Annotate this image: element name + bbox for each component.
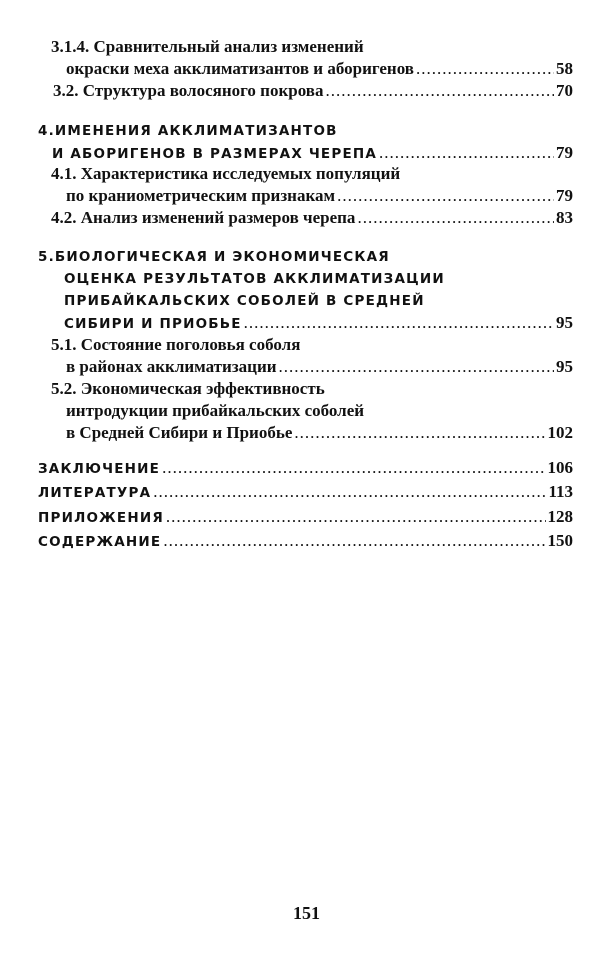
- toc-entry-title-line: 4.2. Анализ изменений размеров черепа: [51, 208, 356, 227]
- dot-leader: [379, 142, 554, 164]
- toc-entry-title-line: 4.1. Характеристика исследуемых популяций: [51, 164, 401, 183]
- toc-page-number: 79: [556, 186, 573, 205]
- toc-entry-title-line: 5.1. Состояние поголовья соболя: [51, 335, 301, 354]
- toc-chapter-title-line: ПРИБАЙКАЛЬСКИХ СОБОЛЕЙ В СРЕДНЕЙ: [64, 293, 425, 309]
- toc-chapter-title-line: И АБОРИГЕНОВ В РАЗМЕРАХ ЧЕРЕПА: [52, 146, 378, 162]
- toc-entry-4-1: [51, 163, 573, 207]
- toc-chapter-title-line: 5.БИОЛОГИЧЕСКАЯ И ЭКОНОМИЧЕСКАЯ: [38, 249, 390, 265]
- toc-chapter-5: [38, 246, 573, 334]
- toc-section-label: СОДЕРЖАНИЕ: [38, 534, 162, 550]
- toc-chapter-title-line: 4.ИМЕНЕНИЯ АККЛИМАТИЗАНТОВ: [38, 123, 338, 139]
- toc-section-label: ПРИЛОЖЕНИЯ: [38, 510, 164, 526]
- toc-entry-title-line: по краниометрическим признакам: [66, 186, 336, 205]
- toc-entry-3-2: [53, 80, 573, 102]
- dot-leader: [294, 422, 545, 444]
- dot-leader: [162, 457, 545, 479]
- dot-leader: [153, 481, 546, 503]
- toc-entry-5-2: [51, 378, 573, 444]
- toc-conclusion: [38, 457, 573, 479]
- toc-chapter-title-line: ОЦЕНКА РЕЗУЛЬТАТОВ АККЛИМАТИЗАЦИИ: [64, 271, 445, 287]
- toc-entry-title-line: интродукции прибайкальских соболей: [66, 401, 365, 420]
- toc-appendices: [38, 506, 573, 528]
- toc-page-number: 150: [547, 531, 573, 550]
- toc-section-label: ЛИТЕРАТУРА: [38, 485, 152, 501]
- toc-entry-title-line: окраски меха акклиматизантов и аборигенов: [66, 59, 414, 78]
- toc-page-number: 128: [547, 507, 573, 526]
- dot-leader: [325, 80, 554, 102]
- page-number: 151: [293, 903, 320, 923]
- toc-page-number: 95: [556, 357, 573, 376]
- dot-leader: [244, 312, 554, 334]
- toc-entry-title-line: 3.1.4. Сравнительный анализ изменений: [51, 37, 364, 56]
- toc-entry-4-2: [51, 207, 573, 229]
- toc-page-number: 79: [556, 143, 573, 162]
- toc-entry-title-line: 3.2. Структура волосяного покрова: [53, 81, 324, 100]
- dot-leader: [357, 207, 554, 229]
- toc-page-number: 102: [547, 423, 573, 442]
- dot-leader: [279, 356, 554, 378]
- toc-page-number: 113: [548, 482, 573, 501]
- toc-chapter-4: [38, 120, 573, 164]
- dot-leader: [416, 58, 554, 80]
- dot-leader: [166, 506, 546, 528]
- toc-entry-title-line: в районах акклиматизации: [66, 357, 277, 376]
- toc-page-number: 106: [547, 458, 573, 477]
- toc-section-label: ЗАКЛЮЧЕНИЕ: [38, 461, 161, 477]
- toc-entry-5-1: [51, 334, 573, 378]
- toc-page-number: 83: [556, 208, 573, 227]
- toc-page-number: 58: [556, 59, 573, 78]
- toc-entry-title-line: 5.2. Экономическая эффективность: [51, 379, 325, 398]
- dot-leader: [163, 530, 545, 552]
- toc-contents: [38, 530, 573, 552]
- dot-leader: [337, 185, 554, 207]
- toc-page-number: 70: [556, 81, 573, 100]
- toc-entry-title-line: в Средней Сибири и Приобье: [66, 423, 293, 442]
- toc-chapter-title-line: СИБИРИ И ПРИОБЬЕ: [64, 316, 242, 332]
- toc-entry-3-1-4: [51, 36, 573, 80]
- toc-page-number: 95: [556, 313, 573, 332]
- toc-literature: [38, 481, 573, 503]
